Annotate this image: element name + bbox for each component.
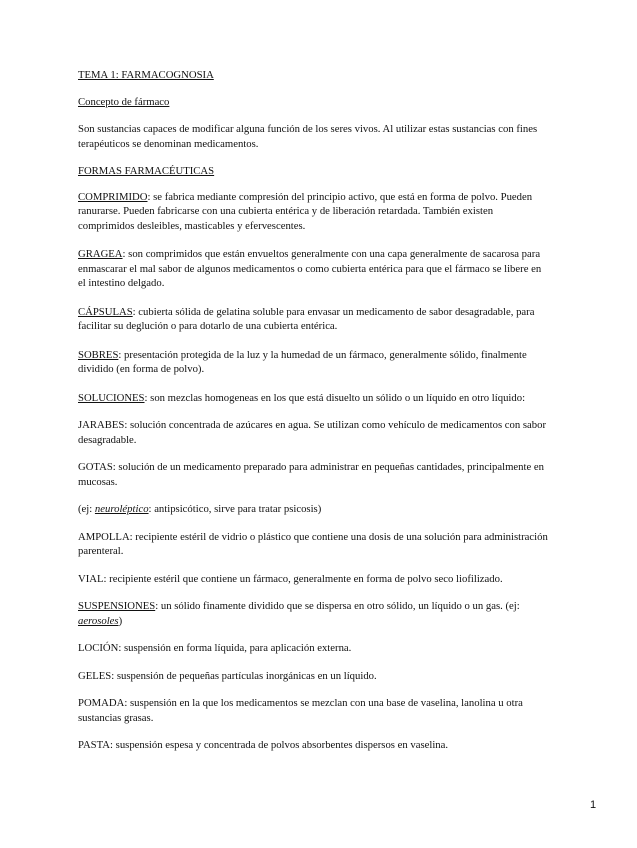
text-line: el intestino delgado. [78,277,165,289]
text-line: : cubierta sólida de gelatina soluble para envasar un medicamento de sabor desagradable, para [132,305,535,318]
jarabes-paragraph [78,418,600,447]
text-line: POMADA: suspensión en la que los medicamentos se mezclan con una base de vaselina, lanolina u otra [78,697,523,709]
locion-paragraph: LOCIÓN: suspensión en forma líquida, para aplicación externa. [78,642,352,654]
text-line: mucosas. [78,475,118,488]
term-aerosoles: aerosoles [78,614,119,627]
term-neuroleptico: neuroléptico [94,503,149,515]
soluciones-paragraph [78,391,600,406]
text-line: : un sólido finamente dividido que se dispersa en otro sólido, un líquido o un gas. (ej: [155,600,520,612]
term-sobres: SOBRES [78,348,119,361]
suspensiones-paragraph [78,599,600,628]
text-line: GOTAS: solución de un medicamento preparado para administrar en pequeñas cantidades, principalmente en [78,461,544,473]
concept-paragraph [78,122,600,151]
page-title: TEMA 1: FARMACOGNOSIA [78,69,214,81]
text-line: Son sustancias capaces de modificar alguna función de los seres vivos. Al utilizar estas sustancias con fines [78,123,538,135]
capsulas-paragraph [78,305,600,334]
pasta-paragraph: PASTA: suspensión espesa y concentrada de polvos absorbentes dispersos en vaselina. [78,739,449,751]
sobres-paragraph [78,348,600,377]
neuroleptico-example [78,502,600,517]
concept-heading: Concepto de fármaco [78,95,170,108]
text-fragment: ) [118,614,123,627]
gotas-paragraph [78,460,600,489]
text-line: sustancias grasas. [78,711,154,724]
pomada-paragraph [78,696,600,725]
gragea-paragraph [78,247,600,291]
geles-paragraph: GELES: suspensión de pequeñas partículas inorgánicas en un líquido. [78,669,377,682]
text-line: : presentación protegida de la luz y la humedad de un fármaco, generalmente sólido, finalmente [118,348,527,361]
text-line: : son comprimidos que están envueltos generalmente con una capa generalmente de sacarosa para [122,248,541,260]
text-line: ranurarse. Pueden fabricarse con una cubierta entérica y de liberación retardada. También existen [78,205,494,217]
vial-paragraph: VIAL: recipiente estéril que contiene un fármaco, generalmente en forma de polvo seco liofilizado. [78,572,503,585]
term-suspensiones: SUSPENSIONES [78,600,156,612]
text-fragment: (ej: [78,503,95,515]
text-line: JARABES: solución concentrada de azúcares en agua. Se utilizan como vehículo de medicamentos con sabor [78,419,547,431]
page-number: 1 [590,799,597,811]
comprimido-paragraph [78,190,600,234]
text-line: : son mezclas homogeneas en los que está disuelto un sólido o un líquido en otro líquido: [144,391,526,404]
text-line: enmascarar el mal sabor de algunos medicamentos o como cubierta entérica para que el fármaco se libere en [78,262,542,275]
term-soluciones: SOLUCIONES [78,391,145,404]
text-line: parenteral. [78,545,124,557]
text-line: dividido (en forma de polvo). [78,363,205,375]
forms-heading: FORMAS FARMACÉUTICAS [78,165,215,177]
term-gragea: GRAGEA [78,248,123,260]
text-line: facilitar su deglución o para dotarlo de una cubierta entérica. [78,320,338,332]
text-line: : se fabrica mediante compresión del principio activo, que está en forma de polvo. Pueden [147,190,533,203]
document-body [78,68,600,753]
term-capsulas: CÁPSULAS [78,305,133,318]
ampolla-paragraph [78,530,600,559]
text-line: comprimidos desleibles, masticables y efervescentes. [78,219,306,232]
term-comprimido: COMPRIMIDO [78,190,148,203]
text-line: AMPOLLA: recipiente estéril de vidrio o plástico que contiene una dosis de una solución para administración [78,530,548,543]
text-line: terapéuticos se denominan medicamentos. [78,137,259,150]
text-fragment: : antipsicótico, sirve para tratar psicosis) [148,503,322,515]
text-line: desagradable. [78,433,137,446]
